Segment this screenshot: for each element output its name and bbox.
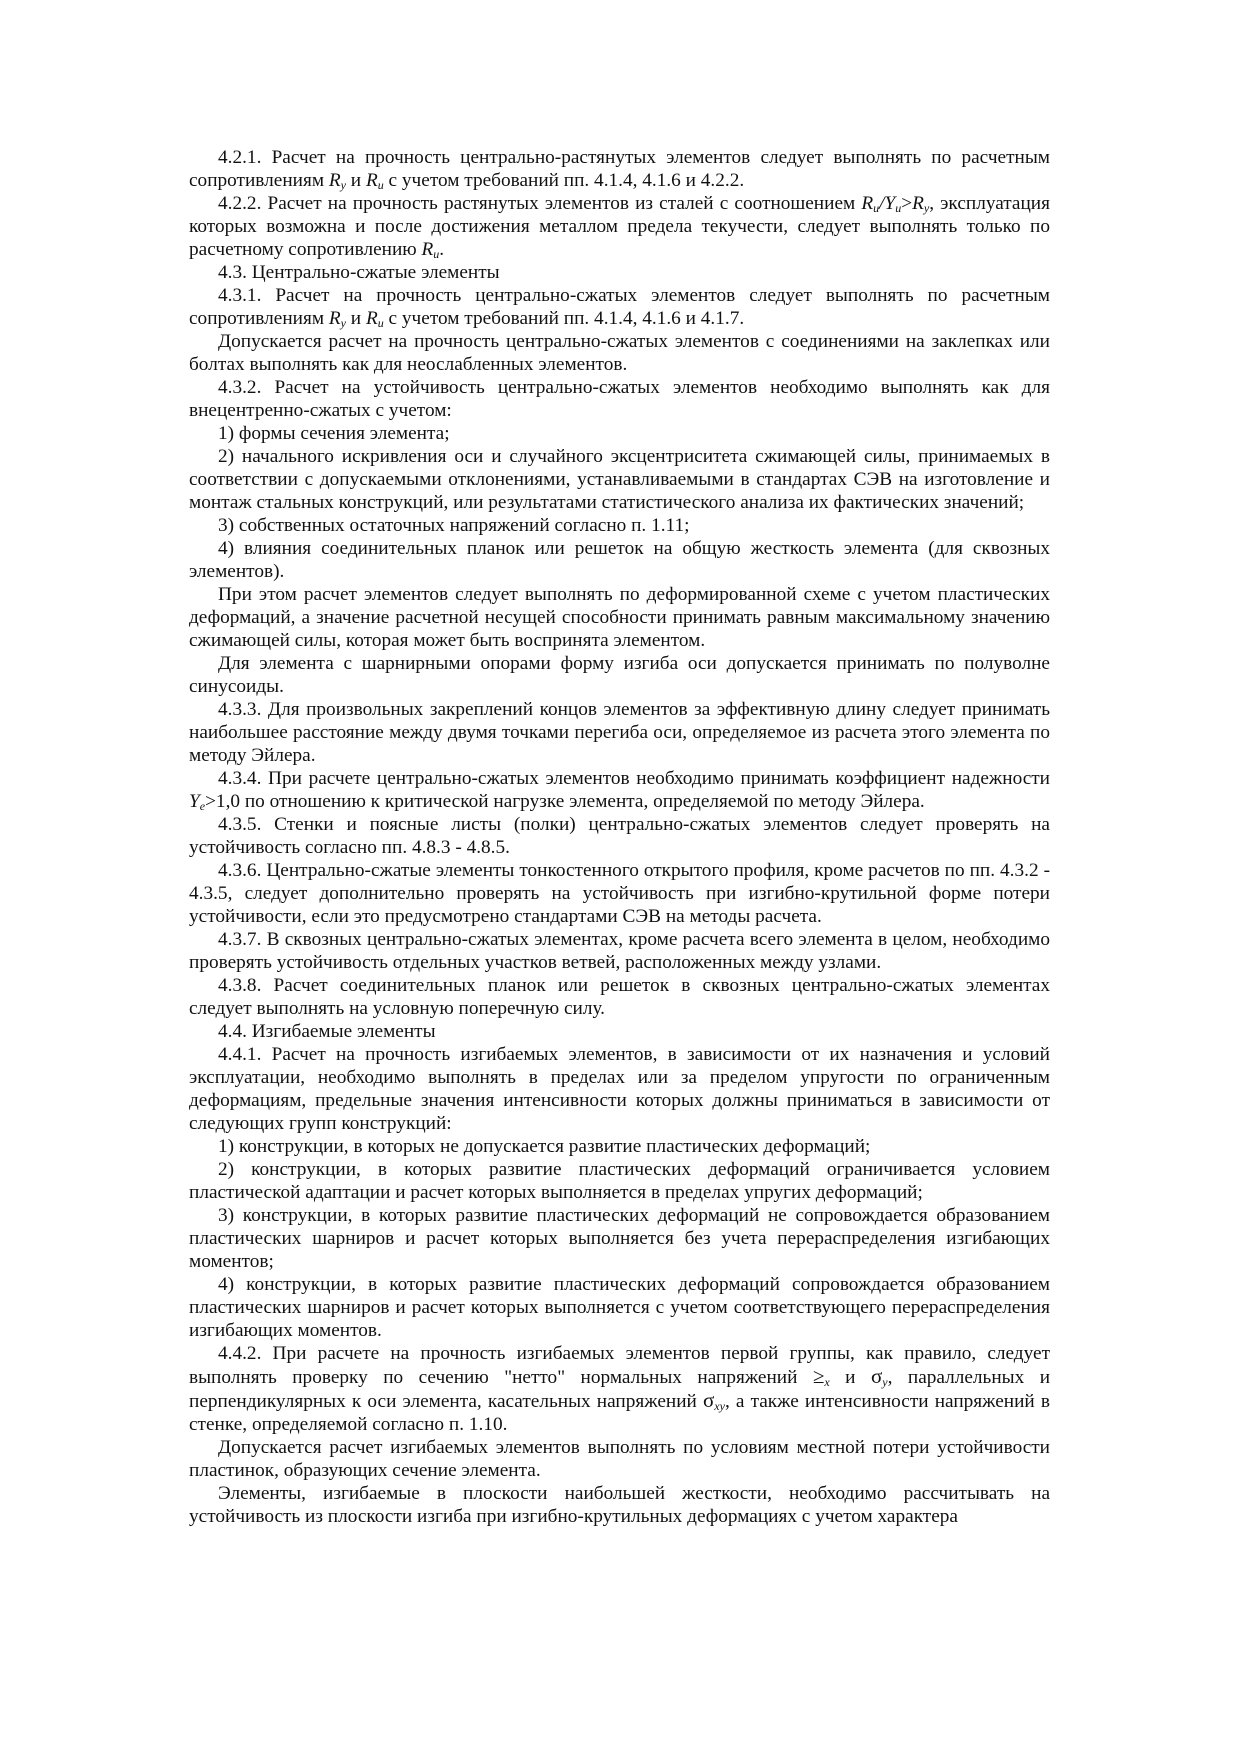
- text-run: R: [421, 239, 434, 260]
- text-run: 1) формы сечения элемента;: [218, 423, 450, 444]
- text-run: 2) начального искривления оси и случайного эксцентриситета сжимающей силы, принимаемых в соответствии с допускаемыми отклонениями, устанавливаемыми в стандартах СЭВ на изготовление и монтаж стальных конструкций, или результатами статистического анализа их фактических значений;: [189, 446, 1050, 513]
- text-run: 4) конструкции, в которых развитие пластических деформаций сопровождается образованием пластических шарниров и расчет которых выполняется с учетом соответствующего перераспределения изгибающих моментов.: [189, 1274, 1050, 1341]
- text-run: 4.3.4. При расчете центрально-сжатых элементов необходимо принимать коэффициент надежности: [218, 768, 1050, 789]
- subscript: u: [377, 316, 384, 330]
- subscript: u: [433, 247, 440, 261]
- paragraph: [189, 767, 1050, 813]
- text-run: 4.2.2. Расчет на прочность растянутых элементов из сталей с соотношением: [218, 193, 862, 214]
- text-run: 4) влияния соединительных планок или решеток на общую жесткость элемента (для сквозных элементов).: [189, 538, 1050, 582]
- paragraph: [189, 514, 1050, 537]
- text-run: 2) конструкции, в которых развитие пластических деформаций ограничивается условием пластической адаптации и расчет которых выполняется в пределах упругих деформаций;: [189, 1159, 1050, 1203]
- paragraph: [189, 1436, 1050, 1482]
- text-run: 1) конструкции, в которых не допускается развитие пластических деформаций;: [218, 1136, 871, 1157]
- math-symbol: ≥: [812, 1364, 825, 1388]
- subscript: y: [923, 201, 930, 215]
- text-run: 3) конструкции, в которых развитие пластических деформаций не сопровождается образованием пластических шарниров и расчет которых выполняется без учета перераспределения изгибающих моментов;: [189, 1205, 1050, 1272]
- text-run: 4.3.8. Расчет соединительных планок или решеток в сквозных центрально-сжатых элементах следует выполнять на условную поперечную силу.: [189, 975, 1050, 1019]
- text-run: и: [345, 308, 366, 329]
- text-run: >: [901, 193, 913, 214]
- paragraph: [189, 1135, 1050, 1158]
- text-run: 4.3.7. В сквозных центрально-сжатых элементах, кроме расчета всего элемента в целом, необходимо проверять устойчивость отдельных участков ветвей, расположенных между узлами.: [189, 929, 1050, 973]
- text-run: с учетом требований пп. 4.1.4, 4.1.6 и 4.1.7.: [383, 308, 745, 329]
- text-run: R: [328, 308, 341, 329]
- text-run: 4.4.2. При расчете на прочность изгибаемых элементов первой группы, как правило, следует выполнять проверку по сечению "нетто" нормальных напряжений: [189, 1343, 1050, 1388]
- text-run: R: [365, 308, 378, 329]
- text-run: Допускается расчет изгибаемых элементов выполнять по условиям местной потери устойчивости пластинок, образующих сечение элемента.: [189, 1437, 1050, 1481]
- paragraph: [189, 422, 1050, 445]
- text-run: 3) собственных остаточных напряжений согласно п. 1.11;: [218, 515, 690, 536]
- paragraph: [189, 652, 1050, 698]
- paragraph: [189, 537, 1050, 583]
- paragraph: [189, 974, 1050, 1020]
- text-run: R: [328, 170, 341, 191]
- text-run: с учетом требований пп. 4.1.4, 4.1.6 и 4.2.2.: [383, 170, 745, 191]
- subscript: u: [873, 201, 880, 215]
- text-run: 4.3.5. Стенки и поясные листы (полки) центрально-сжатых элементов следует проверять на устойчивость согласно пп. 4.8.3 - 4.8.5.: [189, 814, 1050, 858]
- text-run: 4.4. Изгибаемые элементы: [218, 1021, 436, 1042]
- paragraph: [189, 583, 1050, 652]
- text-run: R: [861, 193, 874, 214]
- paragraph: [189, 1273, 1050, 1342]
- text-run: /: [879, 193, 885, 214]
- paragraph: [189, 445, 1050, 514]
- subscript: u: [377, 178, 384, 192]
- text-run: 4.3.1. Расчет на прочность центрально-сжатых элементов следует выполнять по расчетным сопротивлениям: [189, 285, 1050, 329]
- text-run: 4.3. Центрально-сжатые элементы: [218, 262, 500, 283]
- subscript: y: [340, 178, 346, 192]
- section-heading: [189, 1020, 1050, 1043]
- text-run: При этом расчет элементов следует выполнять по деформированной схеме с учетом пластических деформаций, а значение расчетной несущей способности принимать равным максимальному значению сжимающей силы, которая может быть воспринята элементом.: [189, 584, 1050, 651]
- text-run: 4.3.6. Центрально-сжатые элементы тонкостенного открытого профиля, кроме расчетов по пп. 4.3.2 - 4.3.5, следует дополнительно проверять на устойчивость при изгибно-крутильной форме потери устойчивости, если это предусмотрено стандартами СЭВ на методы расчета.: [189, 860, 1050, 927]
- text-run: >1,0 по отношению к критической нагрузке элемента, определяемой по методу Эйлера.: [205, 791, 925, 812]
- text-run: Y: [189, 791, 200, 812]
- text-run: R: [365, 170, 378, 191]
- text-run: Y: [884, 193, 896, 214]
- paragraph: [189, 1482, 1050, 1528]
- subscript: x: [824, 1375, 830, 1389]
- paragraph: [189, 698, 1050, 767]
- math-symbol: σ: [870, 1364, 883, 1388]
- paragraph: [189, 1204, 1050, 1273]
- text-run: R: [912, 193, 924, 214]
- paragraph: [189, 330, 1050, 376]
- subscript: y: [340, 316, 346, 330]
- paragraph: [189, 1342, 1050, 1436]
- section-heading: [189, 261, 1050, 284]
- text-run: 4.2.1. Расчет на прочность центрально-растянутых элементов следует выполнять по расчетным сопротивлениям: [189, 147, 1050, 191]
- text-run: , а также интенсивности напряжений в стенке, определяемой согласно п. 1.10.: [189, 1391, 1050, 1435]
- paragraph: [189, 813, 1050, 859]
- math-symbol: σ: [702, 1388, 715, 1412]
- paragraph: [189, 284, 1050, 330]
- paragraph: [189, 376, 1050, 422]
- text-run: и: [829, 1367, 871, 1388]
- text-run: 4.3.2. Расчет на устойчивость центрально-сжатых элементов необходимо выполнять как для внецентренно-сжатых с учетом:: [189, 377, 1050, 421]
- text-run: , параллельных и перпендикулярных к оси элемента, касательных напряжений: [189, 1367, 1051, 1412]
- paragraph: [189, 1043, 1050, 1135]
- document-page: [189, 146, 1050, 1528]
- paragraph: [189, 928, 1050, 974]
- text-run: 4.4.1. Расчет на прочность изгибаемых элементов, в зависимости от их назначения и условий эксплуатации, необходимо выполнять в пределах или за пределом упругости по ограниченным деформациям, предельные значения интенсивности которых должны приниматься в зависимости от следующих групп конструкций:: [189, 1044, 1050, 1134]
- text-run: Допускается расчет на прочность центрально-сжатых элементов с соединениями на заклепках или болтах выполнять как для неослабленных элементов.: [189, 331, 1050, 375]
- text-run: и: [345, 170, 366, 191]
- paragraph: [189, 1158, 1050, 1204]
- subscript: e: [199, 799, 206, 813]
- text-run: Элементы, изгибаемые в плоскости наибольшей жесткости, необходимо рассчитывать на устойчивость из плоскости изгиба при изгибно-крутильных деформациях с учетом характера: [189, 1483, 1050, 1527]
- subscript: xy: [714, 1399, 725, 1413]
- text-run: 4.3.3. Для произвольных закреплений концов элементов за эффективную длину следует принимать наибольшее расстояние между двумя точками перегиба оси, определяемое из расчета этого элемента по методу Эйлера.: [189, 699, 1050, 766]
- paragraph: [189, 192, 1050, 261]
- text-run: , эксплуатация которых возможна и после достижения металлом предела текучести, следует выполнять только по расчетному сопротивлению: [189, 193, 1050, 260]
- paragraph: [189, 859, 1050, 928]
- subscript: y: [882, 1375, 888, 1389]
- subscript: u: [895, 201, 902, 215]
- text-run: Для элемента с шарнирными опорами форму изгиба оси допускается принимать по полуволне синусоиды.: [189, 653, 1050, 697]
- paragraph: [189, 146, 1050, 192]
- text-run: .: [439, 239, 445, 260]
